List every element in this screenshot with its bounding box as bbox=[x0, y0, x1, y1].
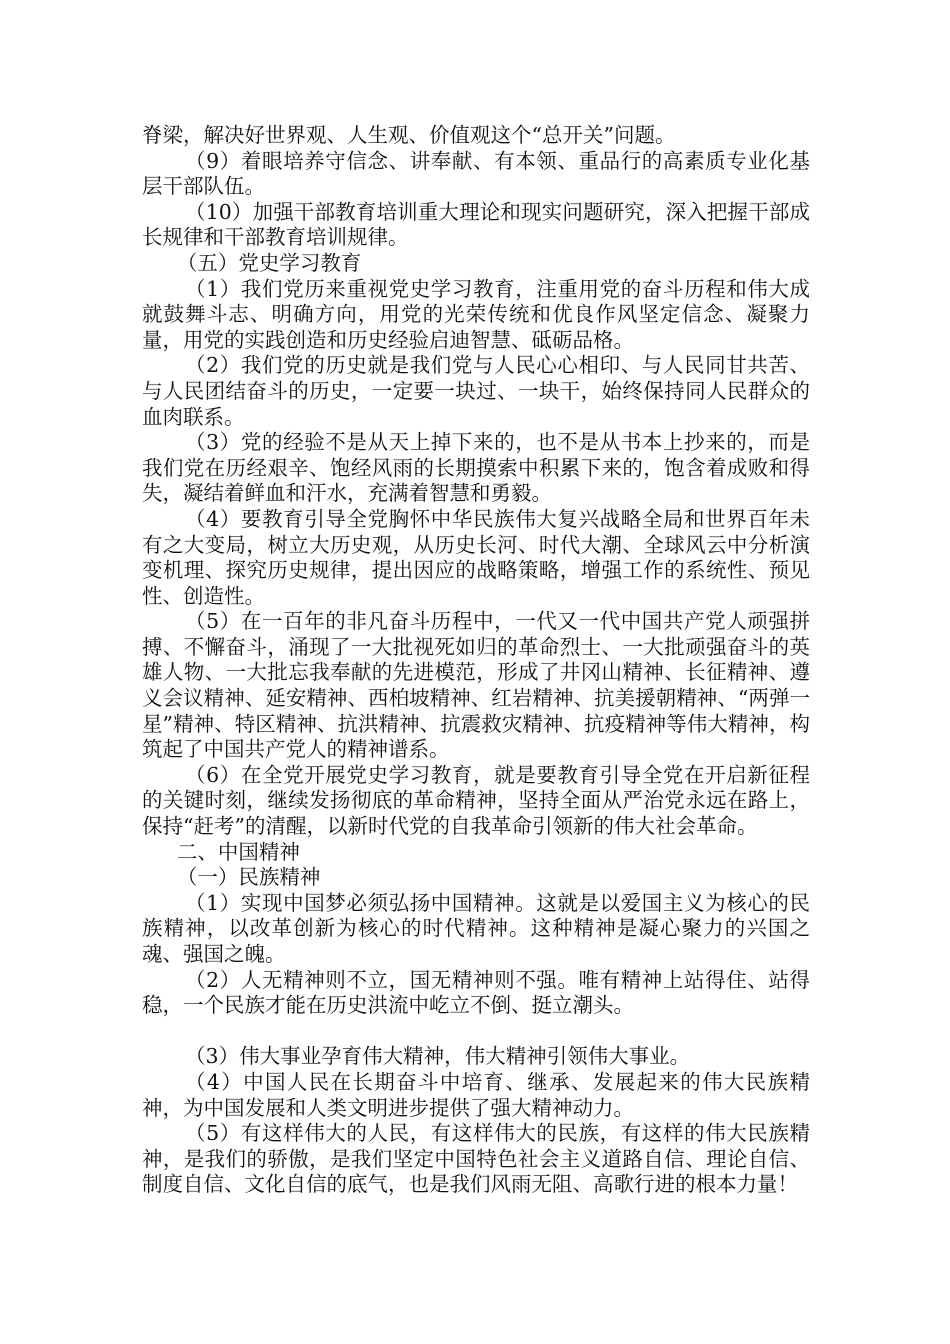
paragraph-continuation: 脊梁，解决好世界观、人生观、价值观这个“总开关”问题。 bbox=[142, 123, 676, 147]
document-page bbox=[142, 123, 810, 1198]
paragraph-spirit-3: （3）伟大事业孕育伟大精神，伟大精神引领伟大事业。 bbox=[185, 1044, 691, 1069]
paragraph-spirit-1: （1）实现中国梦必须弘扬中国精神。这就是以爱国主义为核心的民族精神，以改革创新为核心的时代精神。这种精神是凝心聚力的兴国之魂、强国之魄。 bbox=[142, 890, 810, 966]
paragraph-spirit-5: （5）有这样伟大的人民，有这样伟大的民族，有这样的伟大民族精神，是我们的骄傲，是我们坚定中国特色社会主义道路自信、理论自信、制度自信、文化自信的底气，也是我们风雨无阻、高歌行进的根本力量！ bbox=[142, 1121, 810, 1197]
paragraph-history-3: （3）党的经验不是从天上掉下来的，也不是从书本上抄来的，而是我们党在历经艰辛、饱经风雨的长期摸索中积累下来的，饱含着成败和得失，凝结着鲜血和汗水，充满着智慧和勇毅。 bbox=[142, 430, 810, 506]
paragraph-history-5: （5）在一百年的非凡奋斗历程中，一代又一代中国共产党人顽强拼搏、不懈奋斗，涌现了一大批视死如归的革命烈士、一大批顽强奋斗的英雄人物、一大批忘我奉献的先进模范，形成了井冈山精神、长征精神、遵义会议精神、延安精神、西柏坡精神、红岩精神、抗美援朝精神、“两弹一星”精神、特区精神、抗洪精神、抗震救灾精神、抗疫精神等伟大精神，构筑起了中国共产党人的精神谱系。 bbox=[142, 609, 810, 762]
paragraph-history-6: （6）在全党开展党史学习教育，就是要教育引导全党在开启新征程的关键时刻，继续发扬彻底的革命精神，坚持全面从严治党永远在路上，保持“赶考”的清醒，以新时代党的自我革命引领新的伟大社会革命。 bbox=[142, 762, 810, 839]
paragraph-item-9: （9）着眼培养守信念、讲奉献、有本领、重品行的高素质专业化基层干部队伍。 bbox=[142, 148, 810, 199]
chapter-heading-chinese-spirit: 二、中国精神 bbox=[176, 839, 300, 864]
paragraph-history-4: （4）要教育引导全党胸怀中华民族伟大复兴战略全局和世界百年未有之大变局，树立大历史观，从历史长河、时代大潮、全球风云中分析演变机理、探究历史规律，提出因应的战略策略，增强工作的系统性、预见性、创造性。 bbox=[142, 506, 810, 608]
section-heading-national-spirit: （一）民族精神 bbox=[176, 865, 321, 890]
section-heading-party-history: （五）党史学习教育 bbox=[176, 250, 362, 275]
paragraph-spirit-2: （2）人无精神则不立，国无精神则不强。唯有精神上站得住、站得稳，一个民族才能在历史洪流中屹立不倒、挺立潮头。 bbox=[142, 967, 810, 1018]
paragraph-history-2: （2）我们党的历史就是我们党与人民心心相印、与人民同甘共苦、与人民团结奋斗的历史，一定要一块过、一块干，始终保持同人民群众的血肉联系。 bbox=[142, 353, 810, 429]
paragraph-spirit-4: （4）中国人民在长期奋斗中培育、继承、发展起来的伟大民族精神，为中国发展和人类文明进步提供了强大精神动力。 bbox=[142, 1069, 810, 1120]
paragraph-item-10: （10）加强干部教育培训重大理论和现实问题研究，深入把握干部成长规律和干部教育培训规律。 bbox=[142, 199, 810, 250]
paragraph-history-1: （1）我们党历来重视党史学习教育，注重用党的奋斗历程和伟大成就鼓舞斗志、明确方向，用党的光荣传统和优良作风坚定信念、凝聚力量，用党的实践创造和历史经验启迪智慧、砥砺品格。 bbox=[142, 276, 810, 352]
